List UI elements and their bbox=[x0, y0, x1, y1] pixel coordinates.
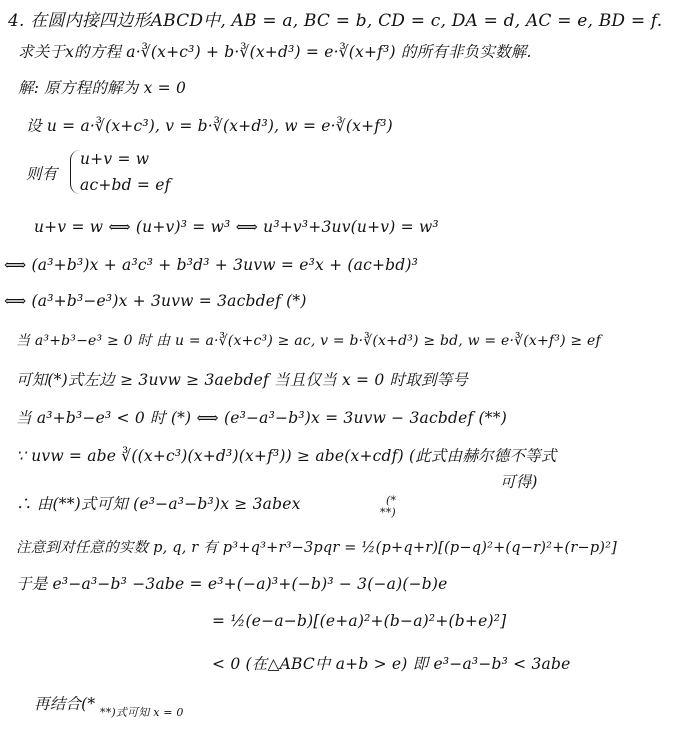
equation-star: ⟺ (a³+b³−e³)x + 3uvw = 3acbdef (*) bbox=[4, 292, 307, 310]
identity-applied-line: 于是 e³−a³−b³ −3abe = e³+(−a)³+(−b)³ − 3(−a)(−b)e bbox=[16, 575, 448, 593]
solution-answer-line: 解: 原方程的解为 x = 0 bbox=[18, 79, 187, 97]
case-negative-line: 当 a³+b³−e³ < 0 时 (*) ⟺ (e³−a³−b³)x = 3uvw − 3acbdef (**) bbox=[16, 409, 507, 427]
case-nonnegative-line: 当 a³+b³−e³ ≥ 0 时 由 u = a·∛(x+c³) ≥ ac, v = b·∛(x+d³) ≥ bd, w = e·∛(x+f³) ≥ ef bbox=[16, 333, 601, 349]
negativity-line: < 0 (在△ABC中 a+b > e) 即 e³−a³−b³ < 3abe bbox=[212, 655, 571, 673]
mark-triple-star-bottom: **) bbox=[380, 506, 396, 519]
identity-note-line: 注意到对任意的实数 p, q, r 有 p³+q³+r³−3pqr = ½(p+q+r)[(p−q)²+(q−r)²+(r−p)²] bbox=[16, 540, 618, 556]
derivation-line-2: ⟺ (a³+b³)x + a³c³ + b³d³ + 3uvw = e³x + (ac+bd)³ bbox=[4, 256, 419, 274]
holder-inequality-continuation: 可得) bbox=[500, 473, 538, 491]
mark-triple-star-top: (* bbox=[386, 494, 397, 507]
problem-statement-line-2: 求关于x的方程 a·∛(x+c³) + b·∛(x+d³) = e·∛(x+f³) 的所有非负实数解. bbox=[18, 43, 532, 61]
substitution-line: 设 u = a·∛(x+c³), v = b·∛(x+d³), w = e·∛(x+f³) bbox=[26, 117, 393, 135]
equality-condition-line: 可知(*)式左边 ≥ 3uvw ≥ 3aebdef 当且仅当 x = 0 时取到等号 bbox=[16, 371, 469, 389]
derivation-line-1: u+v = w ⟺ (u+v)³ = w³ ⟺ u³+v³+3uv(u+v) = w³ bbox=[34, 218, 439, 236]
final-conclusion-mark: **)式可知 x = 0 bbox=[100, 706, 184, 719]
system-intro-label: 则有 bbox=[26, 165, 58, 183]
system-equation-2: ac+bd = ef bbox=[80, 176, 171, 194]
system-equation-1: u+v = w bbox=[80, 150, 150, 168]
holder-inequality-line: ∵ uvw = abe ∛((x+c³)(x+d³)(x+f³)) ≥ abe(x+cdf) (此式由赫尔德不等式 bbox=[16, 447, 557, 465]
problem-statement-line-1: 4. 在圆内接四边形ABCD中, AB = a, BC = b, CD = c, DA = d, AC = e, BD = f. bbox=[8, 11, 663, 31]
conclusion-inequality-line: ∴ 由(**)式可知 (e³−a³−b³)x ≥ 3abex bbox=[16, 495, 301, 513]
final-conclusion-part-1: 再结合(* bbox=[34, 695, 96, 713]
factored-form-line: = ½(e−a−b)[(e+a)²+(b−a)²+(b+e)²] bbox=[212, 612, 507, 630]
